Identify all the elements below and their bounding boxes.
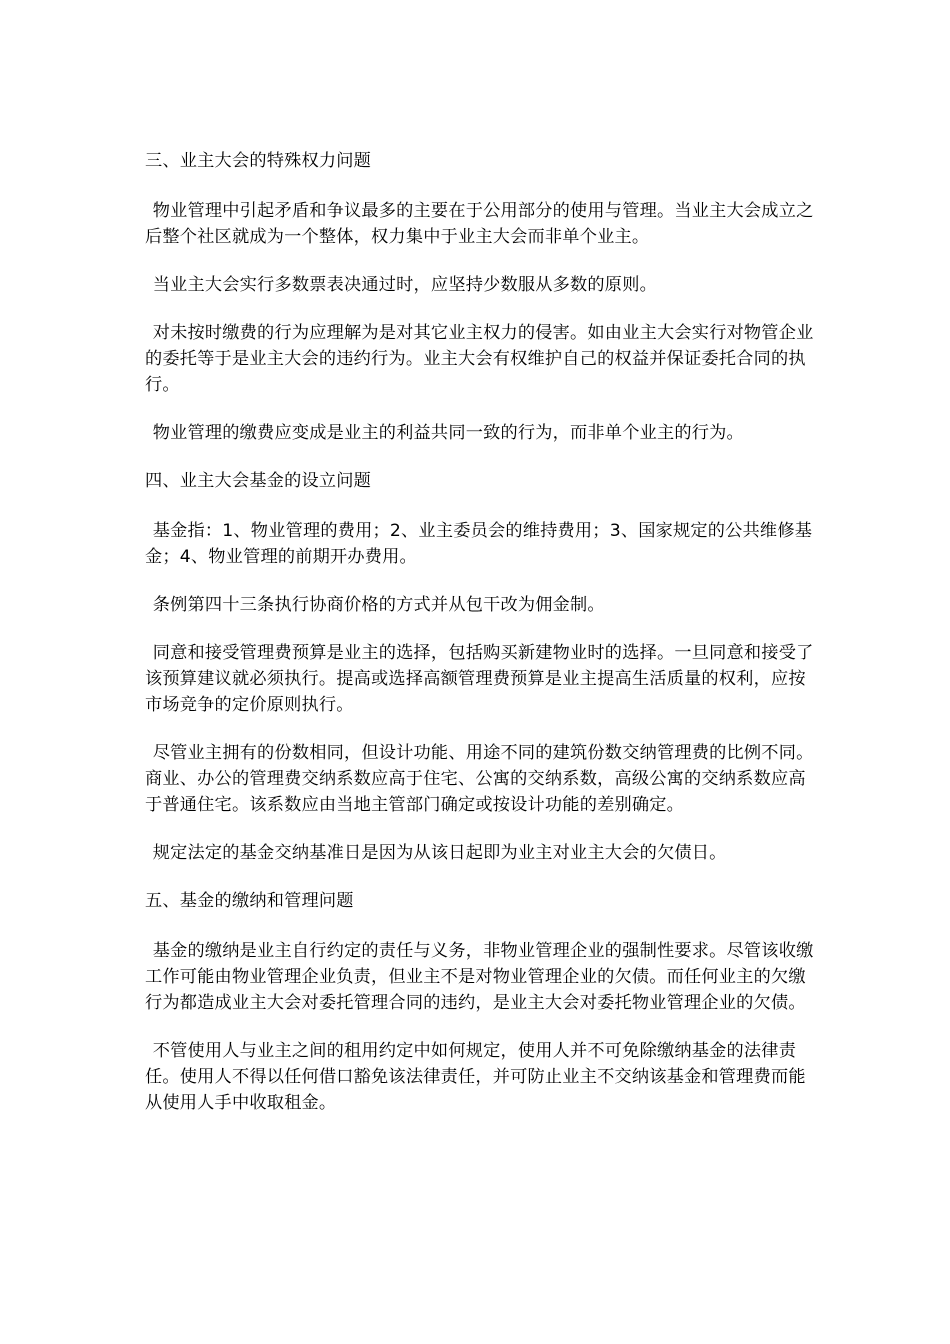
- document-body: [145, 148, 815, 1138]
- paragraph: 对未按时缴费的行为应理解为是对其它业主权力的侵害。如由业主大会实行对物管企业的委托等于是业主大会的违约行为。业主大会有权维护自己的权益并保证委托合同的执行。: [145, 323, 814, 395]
- paragraph: 基金的缴纳是业主自行约定的责任与义务，非物业管理企业的强制性要求。尽管该收缴工作可能由物业管理企业负责，但业主不是对物业管理企业的欠债。而任何业主的欠缴行为都造成业主大会对委托管理合同的违约，是业主大会对委托物业管理企业的欠债。: [145, 941, 814, 1013]
- section-heading-5: 五、基金的缴纳和管理问题: [145, 891, 354, 911]
- paragraph: 物业管理中引起矛盾和争议最多的主要在于公用部分的使用与管理。当业主大会成立之后整个社区就成为一个整体，权力集中于业主大会而非单个业主。: [145, 201, 814, 247]
- paragraph: 同意和接受管理费预算是业主的选择，包括购买新建物业时的选择。一旦同意和接受了该预算建议就必须执行。提高或选择高额管理费预算是业主提高生活质量的权利，应按市场竞争的定价原则执行。: [145, 643, 814, 715]
- paragraph: 当业主大会实行多数票表决通过时，应坚持少数服从多数的原则。: [152, 275, 657, 295]
- paragraph: 尽管业主拥有的份数相同，但设计功能、用途不同的建筑份数交纳管理费的比例不同。商业、办公的管理费交纳系数应高于住宅、公寓的交纳系数，高级公寓的交纳系数应高于普通住宅。该系数应由当地主管部门确定或按设计功能的差别确定。: [145, 743, 814, 815]
- paragraph: 不管使用人与业主之间的租用约定中如何规定，使用人并不可免除缴纳基金的法律责任。使用人不得以任何借口豁免该法律责任，并可防止业主不交纳该基金和管理费而能从使用人手中收取租金。: [145, 1041, 806, 1113]
- section-heading-4: 四、业主大会基金的设立问题: [145, 471, 372, 491]
- section-heading-3: 三、业主大会的特殊权力问题: [145, 151, 372, 171]
- paragraph: 物业管理的缴费应变成是业主的利益共同一致的行为，而非单个业主的行为。: [152, 423, 744, 443]
- paragraph: 条例第四十三条执行协商价格的方式并从包干改为佣金制。: [152, 595, 605, 615]
- paragraph: 规定法定的基金交纳基准日是因为从该日起即为业主对业主大会的欠债日。: [152, 843, 727, 863]
- paragraph: 基金指：1、物业管理的费用；2、业主委员会的维持费用；3、国家规定的公共维修基金；4、物业管理的前期开办费用。: [145, 521, 813, 567]
